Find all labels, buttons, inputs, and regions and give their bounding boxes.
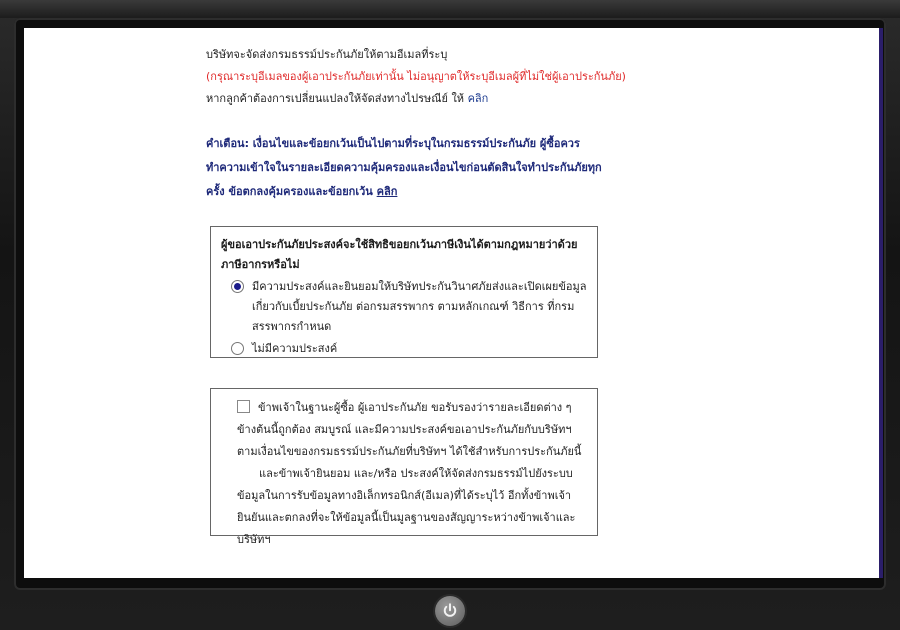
- info-section: [206, 44, 626, 204]
- tax-exemption-question: ผู้ขอเอาประกันภัยประสงค์จะใช้สิทธิขอยกเว้นภาษีเงินได้ตามกฎหมายว่าด้วยภาษีอากรหรือไม่: [221, 238, 578, 271]
- coverage-warning-text: คำเตือน: เงื่อนไขและข้อยกเว้นเป็นไปตามที่ระบุในกรมธรรม์ประกันภัย ผู้ซื้อควรทำความเข้าใจในรายละเอียดความคุ้มครองและเงื่อนไขก่อนตัดสินใจทำประกันภัยทุกครั้ง ข้อตกลงคุ้มครองและข้อยกเว้น: [206, 137, 602, 198]
- postal-change-note: [206, 88, 626, 110]
- coverage-warning: [206, 132, 616, 204]
- tax-yes-radio[interactable]: [231, 280, 244, 293]
- power-button[interactable]: [435, 596, 465, 626]
- tax-no-label: ไม่มีความประสงค์: [252, 342, 338, 355]
- power-icon: [441, 602, 459, 620]
- tax-option-yes[interactable]: [221, 277, 587, 337]
- tax-no-radio[interactable]: [231, 342, 244, 355]
- tax-option-no[interactable]: [221, 339, 587, 359]
- consent-checkbox[interactable]: [237, 400, 250, 413]
- consent-paragraph-1: [237, 397, 583, 463]
- screen-edge: [879, 28, 883, 578]
- consent-paragraph-2: และข้าพเจ้ายินยอม และ/หรือ ประสงค์ให้จัดส่งกรมธรรม์ไปยังระบบข้อมูลในการรับข้อมูลทางอิเล็กทรอนิกส์(อีเมล)ที่ได้ระบุไว้ อีกทั้งข้าพเจ้ายินยันและตกลงที่จะให้ข้อมูลนี้เป็นมูลฐานของสัญญาระหว่างข้าพเจ้าและบริษัทฯ: [237, 467, 576, 546]
- delivery-note: บริษัทจะจัดส่งกรมธรรม์ประกันภัยให้ตามอีเมลที่ระบุ: [206, 48, 448, 61]
- consent-box: [210, 388, 598, 546]
- tax-exemption-box: [210, 226, 598, 358]
- tax-yes-label: มีความประสงค์และยินยอมให้บริษัทประกันวินาศภัยส่งและเปิดเผยข้อมูลเกี่ยวกับเบี้ยประกันภัย ต่อกรมสรรพากร ตามหลักเกณฑ์ วิธีการ ที่กรมสรรพากรกำหนด: [252, 280, 587, 333]
- email-warning-note: (กรุณาระบุอีเมลของผู้เอาประกันภัยเท่านั้น ไม่อนุญาตให้ระบุอีเมลผู้ที่ไม่ใช่ผู้เอาประกันภัย): [206, 70, 626, 83]
- consent-text-1: ข้าพเจ้าในฐานะผู้ซื้อ ผู้เอาประกันภัย ขอรับรองว่ารายละเอียดต่าง ๆ ข้างต้นนี้ถูกต้อง สมบูรณ์ และมีความประสงค์ขอเอาประกันภัยกับบริษัทฯ ตามเงื่อนไขของกรมธรรม์ประกันภัยที่บริษัทฯ ได้ใช้สำหรับการประกันภัยนี้: [237, 401, 582, 458]
- postal-change-text: หากลูกค้าต้องการเปลี่ยนแปลงให้จัดส่งทางไปรษณีย์ ให้: [206, 92, 465, 105]
- coverage-terms-link[interactable]: คลิก: [376, 185, 398, 198]
- screen: [24, 28, 879, 578]
- postal-change-link[interactable]: คลิก: [467, 92, 489, 105]
